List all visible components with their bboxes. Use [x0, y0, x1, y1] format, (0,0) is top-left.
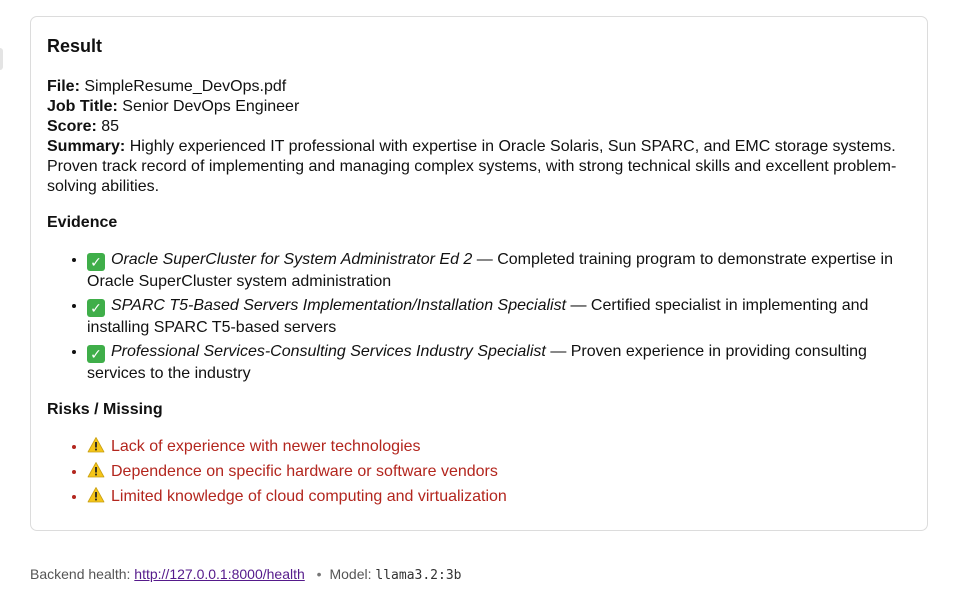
result-heading: Result — [47, 36, 103, 56]
file-row — [47, 77, 911, 97]
evidence-item — [87, 249, 911, 292]
job-title-row — [47, 97, 911, 117]
risk-text: Lack of experience with newer technologies — [111, 438, 421, 455]
status-footer — [30, 565, 461, 585]
job-title-value: Senior DevOps Engineer — [122, 98, 300, 115]
check-mark-icon: ✓ — [87, 299, 105, 317]
evidence-title: Oracle SuperCluster for System Administrator Ed 2 — [111, 251, 473, 268]
evidence-description: — Certified specialist in implementing and installing SPARC T5-based servers — [87, 297, 869, 336]
side-panel-handle[interactable] — [0, 48, 3, 70]
job-title-label: Job Title: — [47, 98, 118, 115]
evidence-item — [87, 341, 911, 384]
evidence-title: SPARC T5-Based Servers Implementation/Installation Specialist — [111, 297, 567, 314]
score-row — [47, 117, 911, 137]
risk-text: Dependence on specific hardware or software vendors — [111, 463, 498, 480]
evidence-item — [87, 295, 911, 338]
evidence-description: — Completed training program to demonstrate expertise in Oracle SuperCluster system administration — [87, 251, 893, 290]
evidence-description: — Proven experience in providing consulting services to the industry — [87, 343, 867, 382]
risk-item — [87, 436, 911, 457]
risk-text: Limited knowledge of cloud computing and virtualization — [111, 488, 507, 505]
summary-value: Highly experienced IT professional with expertise in Oracle Solaris, Sun SPARC, and EMC storage systems. Proven track record of implementing and managing complex systems, with strong technical skills and excellent problem-solving abilities. — [47, 138, 897, 195]
summary-label: Summary: — [47, 138, 126, 155]
check-mark-icon: ✓ — [87, 253, 105, 271]
risk-item — [87, 461, 911, 482]
evidence-title: Professional Services-Consulting Services Industry Specialist — [111, 343, 546, 360]
result-fields — [47, 77, 911, 197]
result-card — [30, 16, 928, 531]
footer-separator: • — [316, 566, 322, 582]
summary-row — [47, 137, 911, 197]
score-label: Score: — [47, 118, 97, 135]
file-label: File: — [47, 78, 80, 95]
warning-icon — [87, 461, 105, 479]
model-value: llama3.2:3b — [375, 568, 462, 583]
evidence-heading: Evidence — [47, 214, 118, 231]
warning-icon — [87, 486, 105, 504]
evidence-list — [47, 249, 911, 384]
risks-heading: Risks / Missing — [47, 401, 163, 418]
risk-item — [87, 486, 911, 507]
file-value: SimpleResume_DevOps.pdf — [84, 78, 287, 95]
risks-list — [47, 436, 911, 507]
check-mark-icon: ✓ — [87, 345, 105, 363]
health-link[interactable]: http://127.0.0.1:8000/health — [134, 566, 305, 582]
health-label: Backend health: — [30, 566, 131, 582]
model-label: Model: — [329, 566, 372, 582]
warning-icon — [87, 436, 105, 454]
score-value: 85 — [101, 118, 120, 135]
